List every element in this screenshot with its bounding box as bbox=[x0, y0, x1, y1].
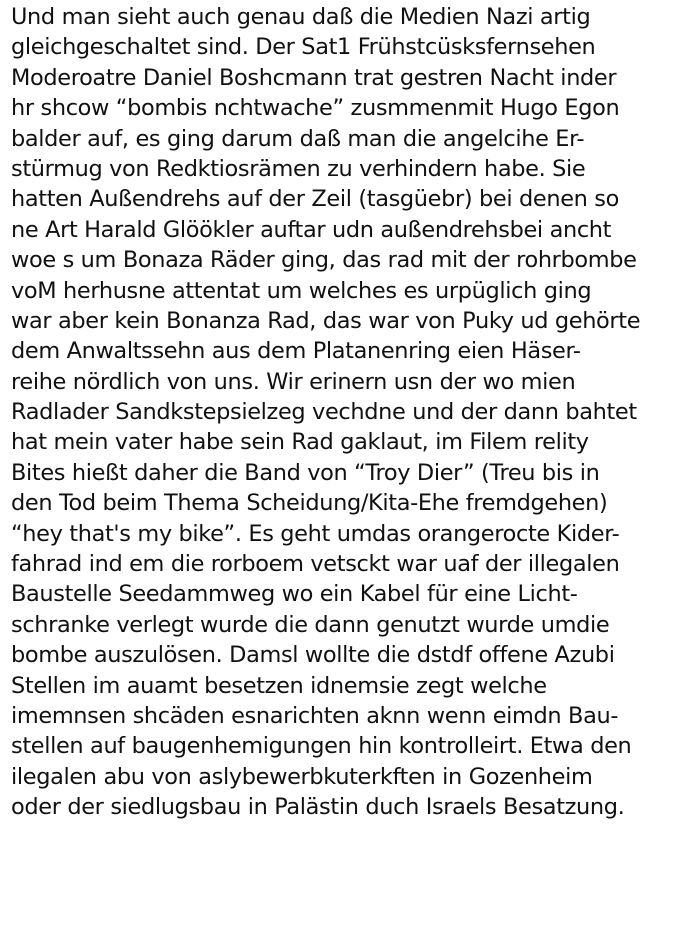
text-line: fahrad ind em die rorboem vetsckt war uaf der illegalen bbox=[11, 551, 620, 578]
text-line: woe s um Bonaza Räder ging, das rad mit der rohrbombe bbox=[11, 247, 637, 274]
text-line: den Tod beim Thema Scheidung/Kita-Ehe fremdgehen) bbox=[11, 490, 608, 517]
text-line: imemnsen shcäden esnarichten aknn wenn eimdn Bau- bbox=[11, 702, 619, 729]
text-line: stürmug von Redktiosrämen zu verhindern habe. Sie bbox=[11, 155, 586, 182]
text-line: reihe nördlich von uns. Wir erinern usn der wo mien bbox=[11, 368, 576, 395]
text-line: bombe auszulösen. Damsl wollte die dstdf offene Azubi bbox=[11, 642, 615, 669]
text-line: “hey that's my bike”. Es geht umdas orangerocte Kider- bbox=[11, 520, 620, 547]
text-line: gleichgeschaltet sind. Der Sat1 Frühstcüsksfernsehen bbox=[11, 34, 596, 61]
text-line: Bites hießt daher die Band von “Troy Dier” (Treu bis in bbox=[11, 459, 600, 486]
text-line: Und man sieht auch genau daß die Medien Nazi artig bbox=[11, 4, 591, 30]
text-line: ilegalen abu von aslybewerbkuterkften in Gozenheim bbox=[11, 763, 593, 790]
text-line: Radlader Sandkstepsielzeg vechdne und der dann bahtet bbox=[11, 399, 637, 426]
text-line: balder auf, es ging darum daß man die angelcihe Er- bbox=[11, 125, 585, 152]
text-line: hr shcow “bombis nchtwache” zusmmenmit Hugo Egon bbox=[11, 95, 620, 122]
text-line: Baustelle Seedammweg wo ein Kabel für eine Licht- bbox=[11, 581, 578, 608]
text-line: Stellen im auamt besetzen idnemsie zegt welche bbox=[11, 672, 547, 699]
text-line: ne Art Harald Glöökler auftar udn außendrehsbei ancht bbox=[11, 216, 612, 243]
text-line: stellen auf baugenhemigungen hin kontrolleirt. Etwa den bbox=[11, 733, 632, 760]
text-line: hatten Außendrehs auf der Zeil (tasgüebr) bei denen so bbox=[11, 186, 619, 213]
text-line: dem Anwaltssehn aus dem Platanenring eien Häser- bbox=[11, 338, 581, 365]
text-line: voM herhusne attentat um welches es urpüglich ging bbox=[11, 277, 592, 304]
text-line: war aber kein Bonanza Rad, das war von Puky ud gehörte bbox=[11, 307, 641, 334]
text-line: oder der siedlugsbau in Palästin duch Israels Besatzung. bbox=[11, 794, 625, 821]
body-text bbox=[11, 2, 683, 823]
text-line: Moderoatre Daniel Boshcmann trat gestren Nacht inder bbox=[11, 64, 617, 91]
text-line: hat mein vater habe sein Rad gaklaut, im Filem relity bbox=[11, 429, 589, 456]
text-line: schranke verlegt wurde die dann genutzt wurde umdie bbox=[11, 611, 610, 638]
